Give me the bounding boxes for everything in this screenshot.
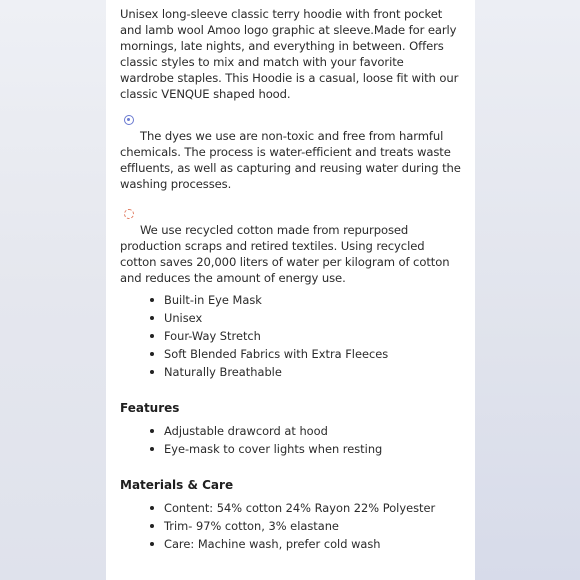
list-item: Eye-mask to cover lights when resting xyxy=(120,440,461,458)
dyes-paragraph: The dyes we use are non-toxic and free from harmful chemicals. The process is water-efficient and treats waste effluents, as well as capturing and reusing water during the washing processes. xyxy=(120,129,461,191)
materials-heading: Materials & Care xyxy=(120,478,234,492)
list-item: Trim- 97% cotton, 3% elastane xyxy=(120,517,461,535)
list-item: Content: 54% cotton 24% Rayon 22% Polyester xyxy=(120,499,461,517)
background-right xyxy=(475,0,580,580)
recycled-paragraph: We use recycled cotton made from repurposed production scraps and retired textiles. Using recycled cotton saves 20,000 liters of water per kilogram of cotton and reduces the amount of energy use. xyxy=(120,223,450,285)
list-item: Naturally Breathable xyxy=(120,363,461,381)
highlights-list xyxy=(120,291,461,381)
recycle-icon xyxy=(124,209,134,219)
list-item: Built-in Eye Mask xyxy=(120,291,461,309)
recycled-icon-row xyxy=(120,206,461,222)
list-item: Care: Machine wash, prefer cold wash xyxy=(120,535,461,553)
background-left xyxy=(0,0,106,580)
features-list xyxy=(120,422,461,458)
product-description-panel xyxy=(106,0,475,580)
list-item: Four-Way Stretch xyxy=(120,327,461,345)
list-item: Soft Blended Fabrics with Extra Fleeces xyxy=(120,345,461,363)
intro-paragraph: Unisex long-sleeve classic terry hoodie with front pocket and lamb wool Amoo logo graphic at sleeve.Made for early mornings, late nights, and everything in between. Offers classic styles to mix and match with your favorite wardrobe staples. This Hoodie is a casual, loose fit with our classic VENQUE shaped hood. xyxy=(120,7,459,101)
features-heading: Features xyxy=(120,401,180,415)
list-item: Unisex xyxy=(120,309,461,327)
materials-list xyxy=(120,499,461,553)
dye-drop-icon xyxy=(124,115,134,125)
list-item: Adjustable drawcord at hood xyxy=(120,422,461,440)
dyes-icon-row xyxy=(120,112,461,128)
